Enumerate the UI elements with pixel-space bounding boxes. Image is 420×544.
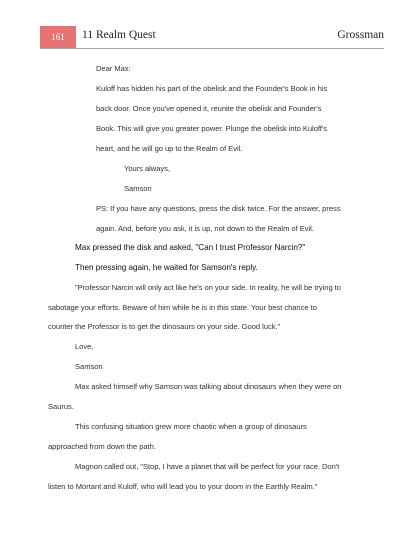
text-line: Book. This will give you greater power. Plunge the obelisk into Kuloff's <box>96 124 327 133</box>
text-line: Kuloff has hidden his part of the obelisk and the Founder's Book in his <box>96 84 328 93</box>
text-line: again. And, before you ask, it is up, not down to the Realm of Evil. <box>96 224 314 233</box>
text-line: Saurus. <box>48 402 74 411</box>
text-line: Samson <box>124 184 152 193</box>
page-number-badge <box>40 26 76 48</box>
text-line: Samson <box>75 362 103 371</box>
text-line: listen to Mortant and Kuloff, who will lead you to your doom in the Earthly Realm." <box>48 482 318 491</box>
text-line: PS: If you have any questions, press the disk twice. For the answer, press <box>96 204 341 213</box>
book-title: 11 Realm Quest <box>82 29 156 41</box>
text-line: Yours always, <box>124 164 170 173</box>
text-line: back door. Once you've opened it, reunite the obelisk and Founder's <box>96 104 322 113</box>
text-line: Magnon called out, "Stop, I have a planet that will be perfect for your race. Don't <box>75 462 340 471</box>
text-line: Dear Max: <box>96 64 131 73</box>
text-line: Love, <box>75 342 94 351</box>
header-divider <box>40 48 384 49</box>
author-name: Grossman <box>337 29 384 41</box>
text-line: sabotage your efforts. Beware of him while he is in this state. Your best chance to <box>48 303 317 312</box>
text-line: "Professor Narcin will only act like he's on your side. In reality, he will be trying to <box>75 283 341 292</box>
text-line: Max pressed the disk and asked, "Can I trust Professor Narcin?" <box>75 243 306 252</box>
text-line: heart, and he will go up to the Realm of Evil. <box>96 144 243 153</box>
text-line: This confusing situation grew more chaotic when a group of dinosaurs <box>75 422 307 431</box>
text-line: approached from down the path. <box>48 442 156 451</box>
text-line: Then pressing again, he waited for Samson's reply. <box>75 263 258 272</box>
page-number: 161 <box>51 32 65 42</box>
text-line: counter the Professor is to get the dinosaurs on your side. Good luck." <box>48 322 281 331</box>
text-line: Max asked himself why Samson was talking about dinosaurs when they were on <box>75 382 342 391</box>
